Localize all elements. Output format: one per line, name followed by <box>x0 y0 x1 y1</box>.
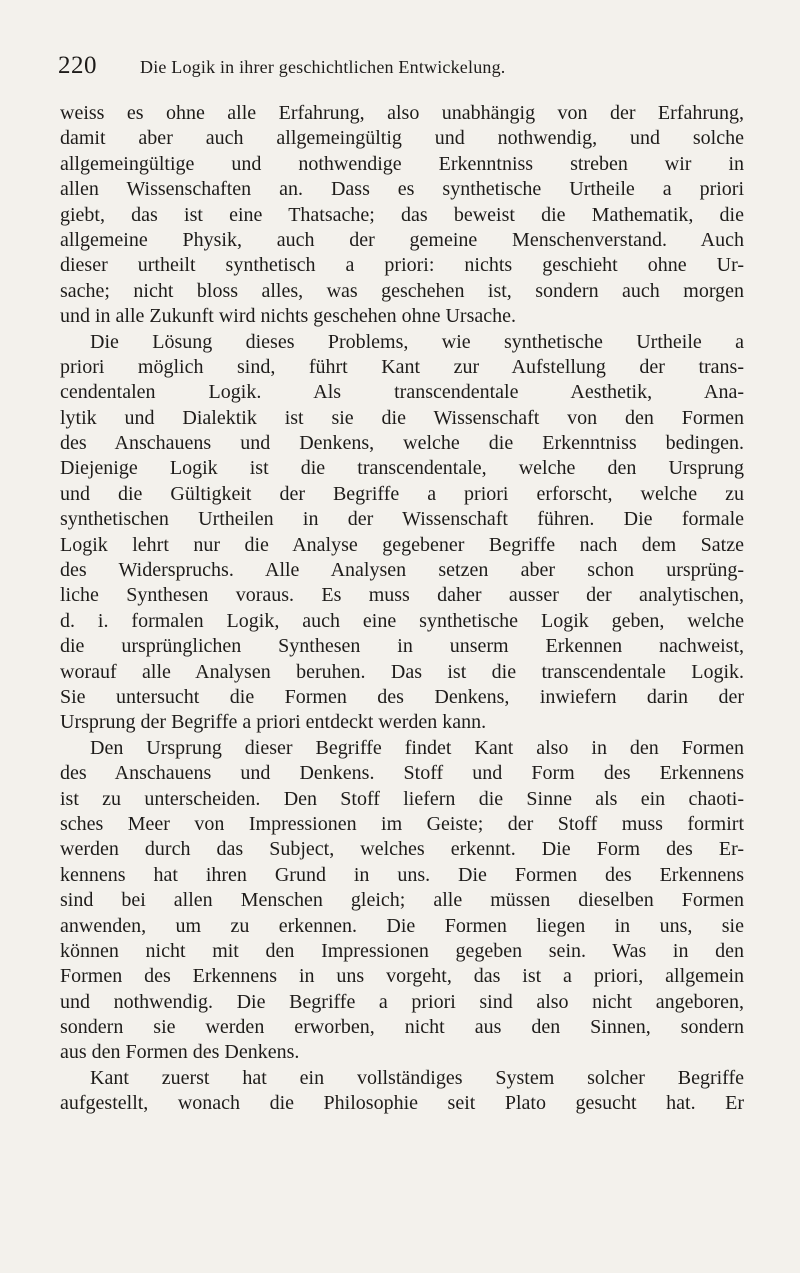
text-line: Ursprung der Begriffe a priori entdeckt werden kann. <box>60 711 487 734</box>
text-line: giebt, das ist eine Thatsache; das beweist die Mathematik, die <box>60 203 744 226</box>
text-line: sache; nicht bloss alles, was geschehen ist, sondern auch morgen <box>60 279 744 302</box>
text-line: anwenden, um zu erkennen. Die Formen liegen in uns, sie <box>60 914 744 937</box>
text-line: Sie untersucht die Formen des Denkens, inwiefern darin der <box>60 685 744 708</box>
text-line: kennens hat ihren Grund in uns. Die Formen des Erkennens <box>60 863 744 886</box>
text-line: sondern sie werden erworben, nicht aus den Sinnen, sondern <box>60 1016 744 1039</box>
text-line: liche Synthesen voraus. Es muss daher ausser der analytischen, <box>60 584 744 607</box>
text-line: sind bei allen Menschen gleich; alle müssen dieselben Formen <box>60 889 744 912</box>
running-head-title: Die Logik in ihrer geschichtlichen Entwickelung. <box>140 57 506 77</box>
text-line: werden durch das Subject, welches erkennt. Die Form des Er- <box>60 838 744 861</box>
text-line: können nicht mit den Impressionen gegeben sein. Was in den <box>60 939 744 962</box>
text-line: weiss es ohne alle Erfahrung, also unabhängig von der Erfahrung, <box>60 102 744 124</box>
text-line: priori möglich sind, führt Kant zur Aufstellung der trans- <box>60 355 744 378</box>
text-line: und in alle Zukunft wird nichts geschehen ohne Ursache. <box>60 305 516 328</box>
text-line: dieser urtheilt synthetisch a priori: nichts geschieht ohne Ur- <box>60 254 744 277</box>
body-text <box>60 101 744 1117</box>
text-line: damit aber auch allgemeingültig und nothwendig, und solche <box>60 127 744 150</box>
text-line: sches Meer von Impressionen im Geiste; der Stoff muss formirt <box>60 812 744 835</box>
text-line: des Anschauens und Denkens, welche die Erkenntniss bedingen. <box>60 432 744 455</box>
text-line: allgemeingültige und nothwendige Erkenntniss streben wir in <box>60 152 744 175</box>
text-line: d. i. formalen Logik, auch eine synthetische Logik geben, welche <box>60 609 744 632</box>
text-line: cendentalen Logik. Als transcendentale Aesthetik, Ana- <box>60 381 744 404</box>
text-line: des Widerspruchs. Alle Analysen setzen aber schon ursprüng- <box>60 559 744 582</box>
text-line: Formen des Erkennens in uns vorgeht, das ist a priori, allgemein <box>60 965 744 988</box>
text-line: allgemeine Physik, auch der gemeine Menschenverstand. Auch <box>60 228 744 251</box>
text-line: Den Ursprung dieser Begriffe findet Kant also in den Formen <box>90 736 744 759</box>
text-line: allen Wissenschaften an. Dass es synthetische Urtheile a priori <box>60 178 744 201</box>
text-line: Logik lehrt nur die Analyse gegebener Begriffe nach dem Satze <box>60 533 744 556</box>
text-line: aufgestellt, wonach die Philosophie seit Plato gesucht hat. Er <box>60 1092 744 1115</box>
text-line: ist zu unterscheiden. Den Stoff liefern die Sinne als ein chaoti- <box>60 787 744 810</box>
text-line: Diejenige Logik ist die transcendentale, welche den Ursprung <box>60 457 744 480</box>
text-line: worauf alle Analysen beruhen. Das ist die transcendentale Logik. <box>60 660 744 683</box>
text-line: Kant zuerst hat ein vollständiges System solcher Begriffe <box>90 1066 744 1089</box>
text-line: aus den Formen des Denkens. <box>60 1041 300 1064</box>
running-head <box>58 52 758 92</box>
text-line: und nothwendig. Die Begriffe a priori sind also nicht angeboren, <box>60 990 744 1013</box>
page-number: 220 <box>58 52 97 79</box>
text-line: und die Gültigkeit der Begriffe a priori erforscht, welche zu <box>60 482 744 505</box>
text-line: Die Lösung dieses Problems, wie synthetische Urtheile a <box>90 330 744 353</box>
text-line: lytik und Dialektik ist sie die Wissenschaft von den Formen <box>60 406 744 429</box>
text-line: synthetischen Urtheilen in der Wissenschaft führen. Die formale <box>60 508 744 531</box>
text-line: des Anschauens und Denkens. Stoff und Form des Erkennens <box>60 762 744 785</box>
text-line: die ursprünglichen Synthesen in unserm Erkennen nachweist, <box>60 635 744 658</box>
